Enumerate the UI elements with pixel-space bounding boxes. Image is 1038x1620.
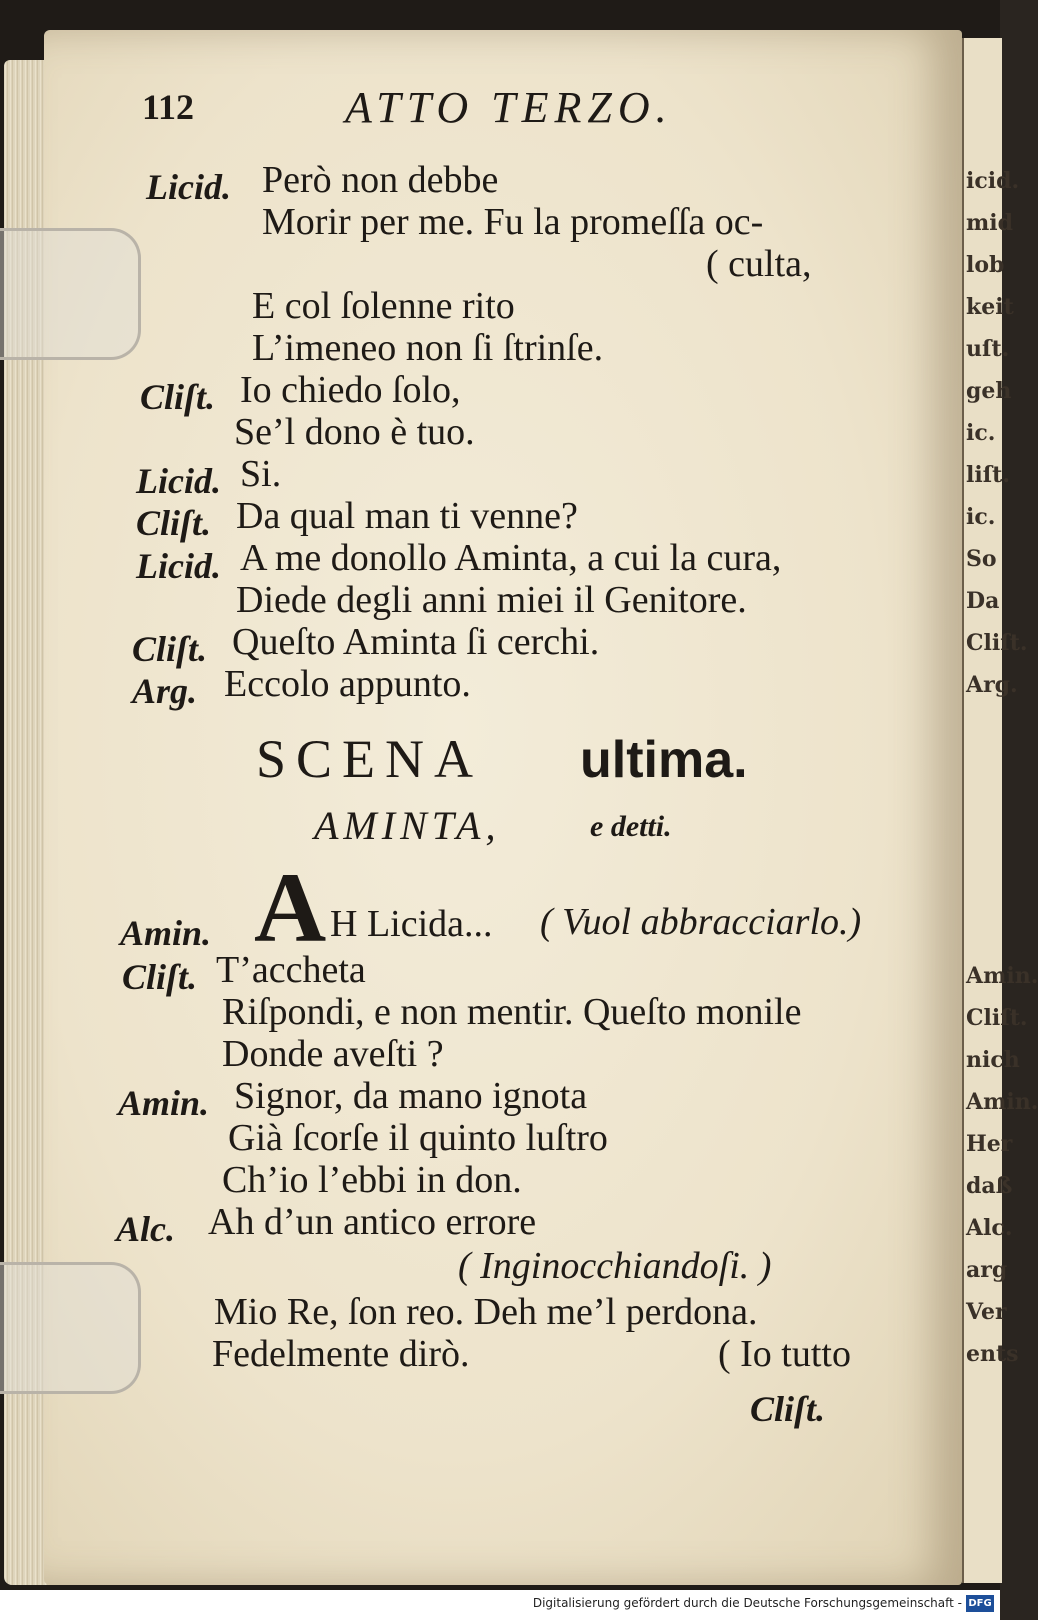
facing-text: Amin. — [966, 1089, 1038, 1115]
verse-line: T’accheta — [216, 949, 366, 991]
scene-characters-suffix: e detti. — [590, 810, 672, 843]
verse-line: Ch’io l’ebbi in don. — [222, 1159, 522, 1201]
verse-line: Ah d’un antico errore — [208, 1201, 537, 1243]
verse-line: Fedelmente dirò. — [212, 1333, 470, 1375]
facing-text: mid — [966, 210, 1014, 236]
speaker-label: Arg. — [132, 671, 198, 711]
verse-line: Già ſcorſe il quinto luſtro — [228, 1117, 608, 1159]
facing-text: arg — [966, 1257, 1008, 1283]
verse-line: Però non debbe — [262, 159, 499, 201]
speaker-label: Licid. — [146, 167, 231, 207]
catchword: Cliſt. — [750, 1389, 826, 1429]
drop-cap: A — [254, 852, 327, 963]
facing-text: nich — [966, 1047, 1020, 1073]
scene-heading-suffix: ultima. — [580, 731, 748, 789]
facing-page — [962, 38, 1038, 1583]
facing-text: Da — [966, 588, 1000, 614]
facing-text: liſt. — [966, 462, 1010, 488]
speaker-label: Cliſt. — [122, 957, 198, 997]
verse-line: Queſto Aminta ſi cerchi. — [232, 621, 600, 663]
page-clip — [0, 1262, 141, 1394]
facing-text: keit — [966, 294, 1014, 320]
scene-characters: AMINTA, — [314, 803, 501, 848]
verse-line: Se’l dono è tuo. — [234, 411, 475, 453]
verse-line: A me donollo Aminta, a cui la cura, — [240, 537, 782, 579]
digitization-footer — [0, 1590, 1000, 1620]
dfg-logo: DFG — [966, 1595, 994, 1612]
verse-line: Diede degli anni miei il Genitore. — [236, 579, 747, 621]
stage-direction: ( Inginocchiandoſi. ) — [458, 1245, 772, 1287]
facing-text: Arg. — [966, 672, 1018, 698]
facing-text: Her — [966, 1131, 1013, 1157]
page-number: 112 — [142, 87, 195, 127]
facing-text: uſt. — [966, 336, 1010, 362]
speaker-label: Cliſt. — [140, 377, 216, 417]
verse-line: E col ſolenne rito — [252, 285, 515, 327]
verse-line: L’imeneo non ſi ſtrinſe. — [252, 327, 604, 369]
stage-direction: ( Io tutto — [718, 1333, 851, 1375]
verse-line: Eccolo appunto. — [224, 663, 471, 705]
verse-line: Mio Re, ſon reo. Deh me’l perdona. — [214, 1291, 758, 1333]
facing-text: daß — [966, 1173, 1013, 1199]
verse-line: Donde aveſti ? — [222, 1033, 444, 1075]
facing-text: Alc. — [966, 1215, 1013, 1241]
facing-text: icid. — [966, 168, 1020, 194]
verse-line: Si. — [240, 453, 282, 495]
facing-text: So — [966, 546, 997, 572]
speaker-label: Licid. — [136, 461, 221, 501]
facing-text: geh — [966, 378, 1012, 404]
running-title: ATTO TERZO. — [345, 83, 673, 132]
footer-credit: Digitalisierung gefördert durch die Deutsche Forschungsgemeinschaft - — [532, 1596, 962, 1610]
speaker-label: Alc. — [116, 1209, 175, 1249]
facing-text: Amin. — [966, 963, 1038, 989]
speaker-label: Amin. — [120, 913, 212, 953]
speaker-label: Cliſt. — [136, 503, 212, 543]
verse-line: ( culta, — [706, 243, 812, 285]
speaker-label: Cliſt. — [132, 629, 208, 669]
facing-text: ic. — [966, 504, 996, 530]
verse-line: Da qual man ti venne? — [236, 495, 578, 537]
speaker-label: Licid. — [136, 546, 221, 586]
page-clip — [0, 228, 141, 360]
verse-line: Morir per me. Fu la promeſſa oc- — [262, 201, 764, 243]
verse-line: Io chiedo ſolo, — [240, 369, 461, 411]
facing-text: Cliſt. — [966, 1005, 1028, 1031]
stage-direction: ( Vuol abbracciarlo.) — [540, 901, 862, 943]
facing-text: lob — [966, 252, 1005, 278]
verse-line: Signor, da mano ignota — [234, 1075, 588, 1117]
scene-heading: SCENA — [256, 729, 484, 789]
facing-text: ents — [966, 1341, 1019, 1367]
facing-text: ic. — [966, 420, 996, 446]
speaker-label: Amin. — [118, 1083, 210, 1123]
verse-line: H Licida... — [330, 903, 493, 945]
facing-text: Cliſt. — [966, 630, 1028, 656]
verse-line: Riſpondi, e non mentir. Queſto monile — [222, 991, 802, 1033]
facing-text: Ver — [966, 1299, 1007, 1325]
